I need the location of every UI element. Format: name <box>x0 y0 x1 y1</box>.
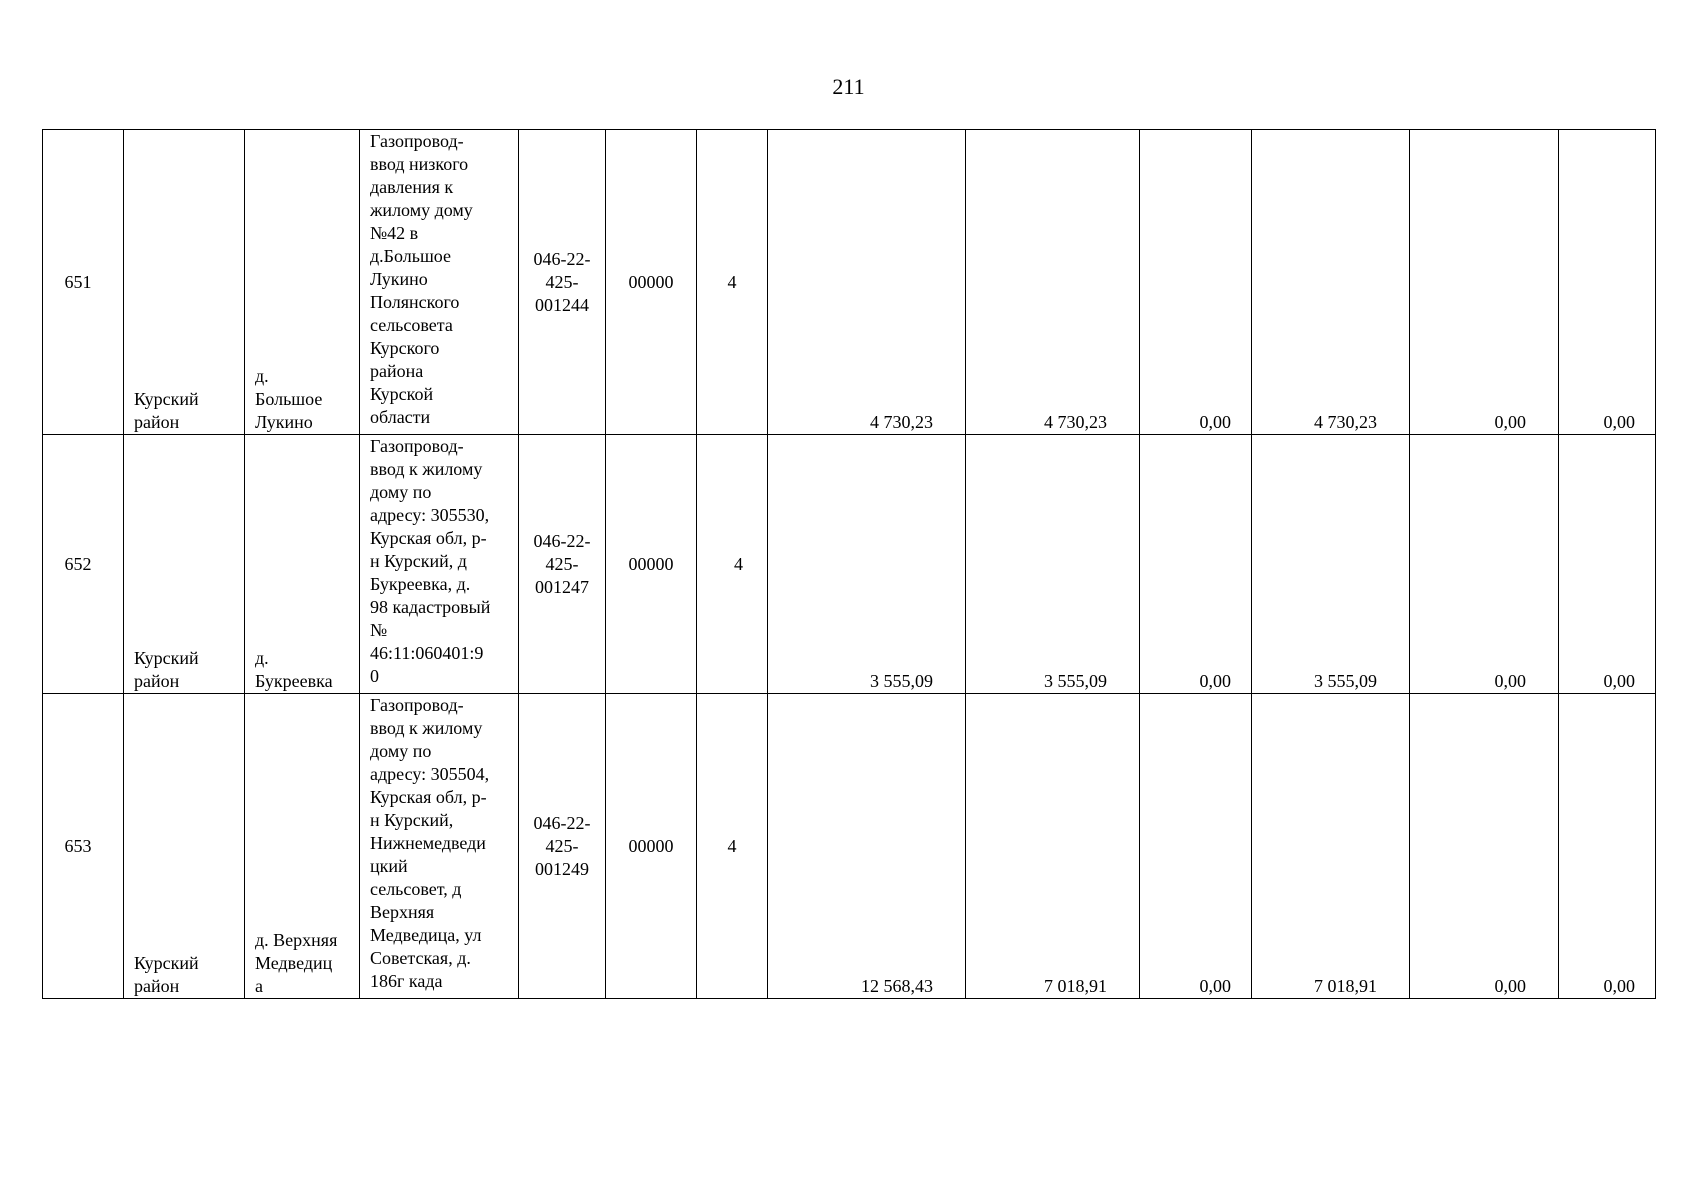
value-cell-6: 0,00 <box>1559 130 1656 435</box>
value-cell-5: 0,00 <box>1410 694 1559 999</box>
value-cell-1: 4 730,23 <box>768 130 966 435</box>
page-number: 211 <box>832 74 865 99</box>
row-number: 653 <box>43 694 124 999</box>
value-cell-6: 0,00 <box>1559 435 1656 694</box>
row-number: 652 <box>43 435 124 694</box>
value-cell-4: 4 730,23 <box>1252 130 1410 435</box>
value-cell-5: 0,00 <box>1410 435 1559 694</box>
object-description-cell: Газопровод- ввод к жилому дому по адресу: 305530, Курская обл, р- н Курский, д Букреевка, д. 98 кадастровый № 46:11:060401:9 0 <box>360 435 519 694</box>
object-description-cell: Газопровод- ввод к жилому дому по адресу: 305504, Курская обл, р- н Курский, Нижнемедведи цкий сельсовет, д Верхняя Медведица, ул Советская, д. 186г када <box>360 694 519 999</box>
locality-cell: д. Букреевка <box>245 435 360 694</box>
registry-number-cell: 046-22- 425- 001249 <box>519 694 606 999</box>
value-cell-1: 3 555,09 <box>768 435 966 694</box>
value-cell-2: 4 730,23 <box>966 130 1140 435</box>
value-cell-3: 0,00 <box>1140 694 1252 999</box>
district-cell: Курский район <box>124 130 245 435</box>
locality-cell: д. Верхняя Медведиц а <box>245 694 360 999</box>
object-description-cell: Газопровод- ввод низкого давления к жилому дому №42 в д.Большое Лукино Полянского сельсовета Курского района Курской области <box>360 130 519 435</box>
row-number: 651 <box>43 130 124 435</box>
table-row <box>43 694 1656 999</box>
value-cell-2: 3 555,09 <box>966 435 1140 694</box>
registry-number-cell: 046-22- 425- 001244 <box>519 130 606 435</box>
code-cell: 00000 <box>606 130 697 435</box>
table-row <box>43 130 1656 435</box>
district-cell: Курский район <box>124 694 245 999</box>
quantity-cell: 4 <box>697 435 768 694</box>
district-cell: Курский район <box>124 435 245 694</box>
register-table <box>42 129 1656 999</box>
value-cell-5: 0,00 <box>1410 130 1559 435</box>
quantity-cell: 4 <box>697 130 768 435</box>
code-cell: 00000 <box>606 435 697 694</box>
code-cell: 00000 <box>606 694 697 999</box>
value-cell-1: 12 568,43 <box>768 694 966 999</box>
locality-cell: д. Большое Лукино <box>245 130 360 435</box>
value-cell-3: 0,00 <box>1140 130 1252 435</box>
value-cell-3: 0,00 <box>1140 435 1252 694</box>
registry-number-cell: 046-22- 425- 001247 <box>519 435 606 694</box>
value-cell-2: 7 018,91 <box>966 694 1140 999</box>
table-row <box>43 435 1656 694</box>
value-cell-4: 3 555,09 <box>1252 435 1410 694</box>
value-cell-6: 0,00 <box>1559 694 1656 999</box>
value-cell-4: 7 018,91 <box>1252 694 1410 999</box>
quantity-cell: 4 <box>697 694 768 999</box>
